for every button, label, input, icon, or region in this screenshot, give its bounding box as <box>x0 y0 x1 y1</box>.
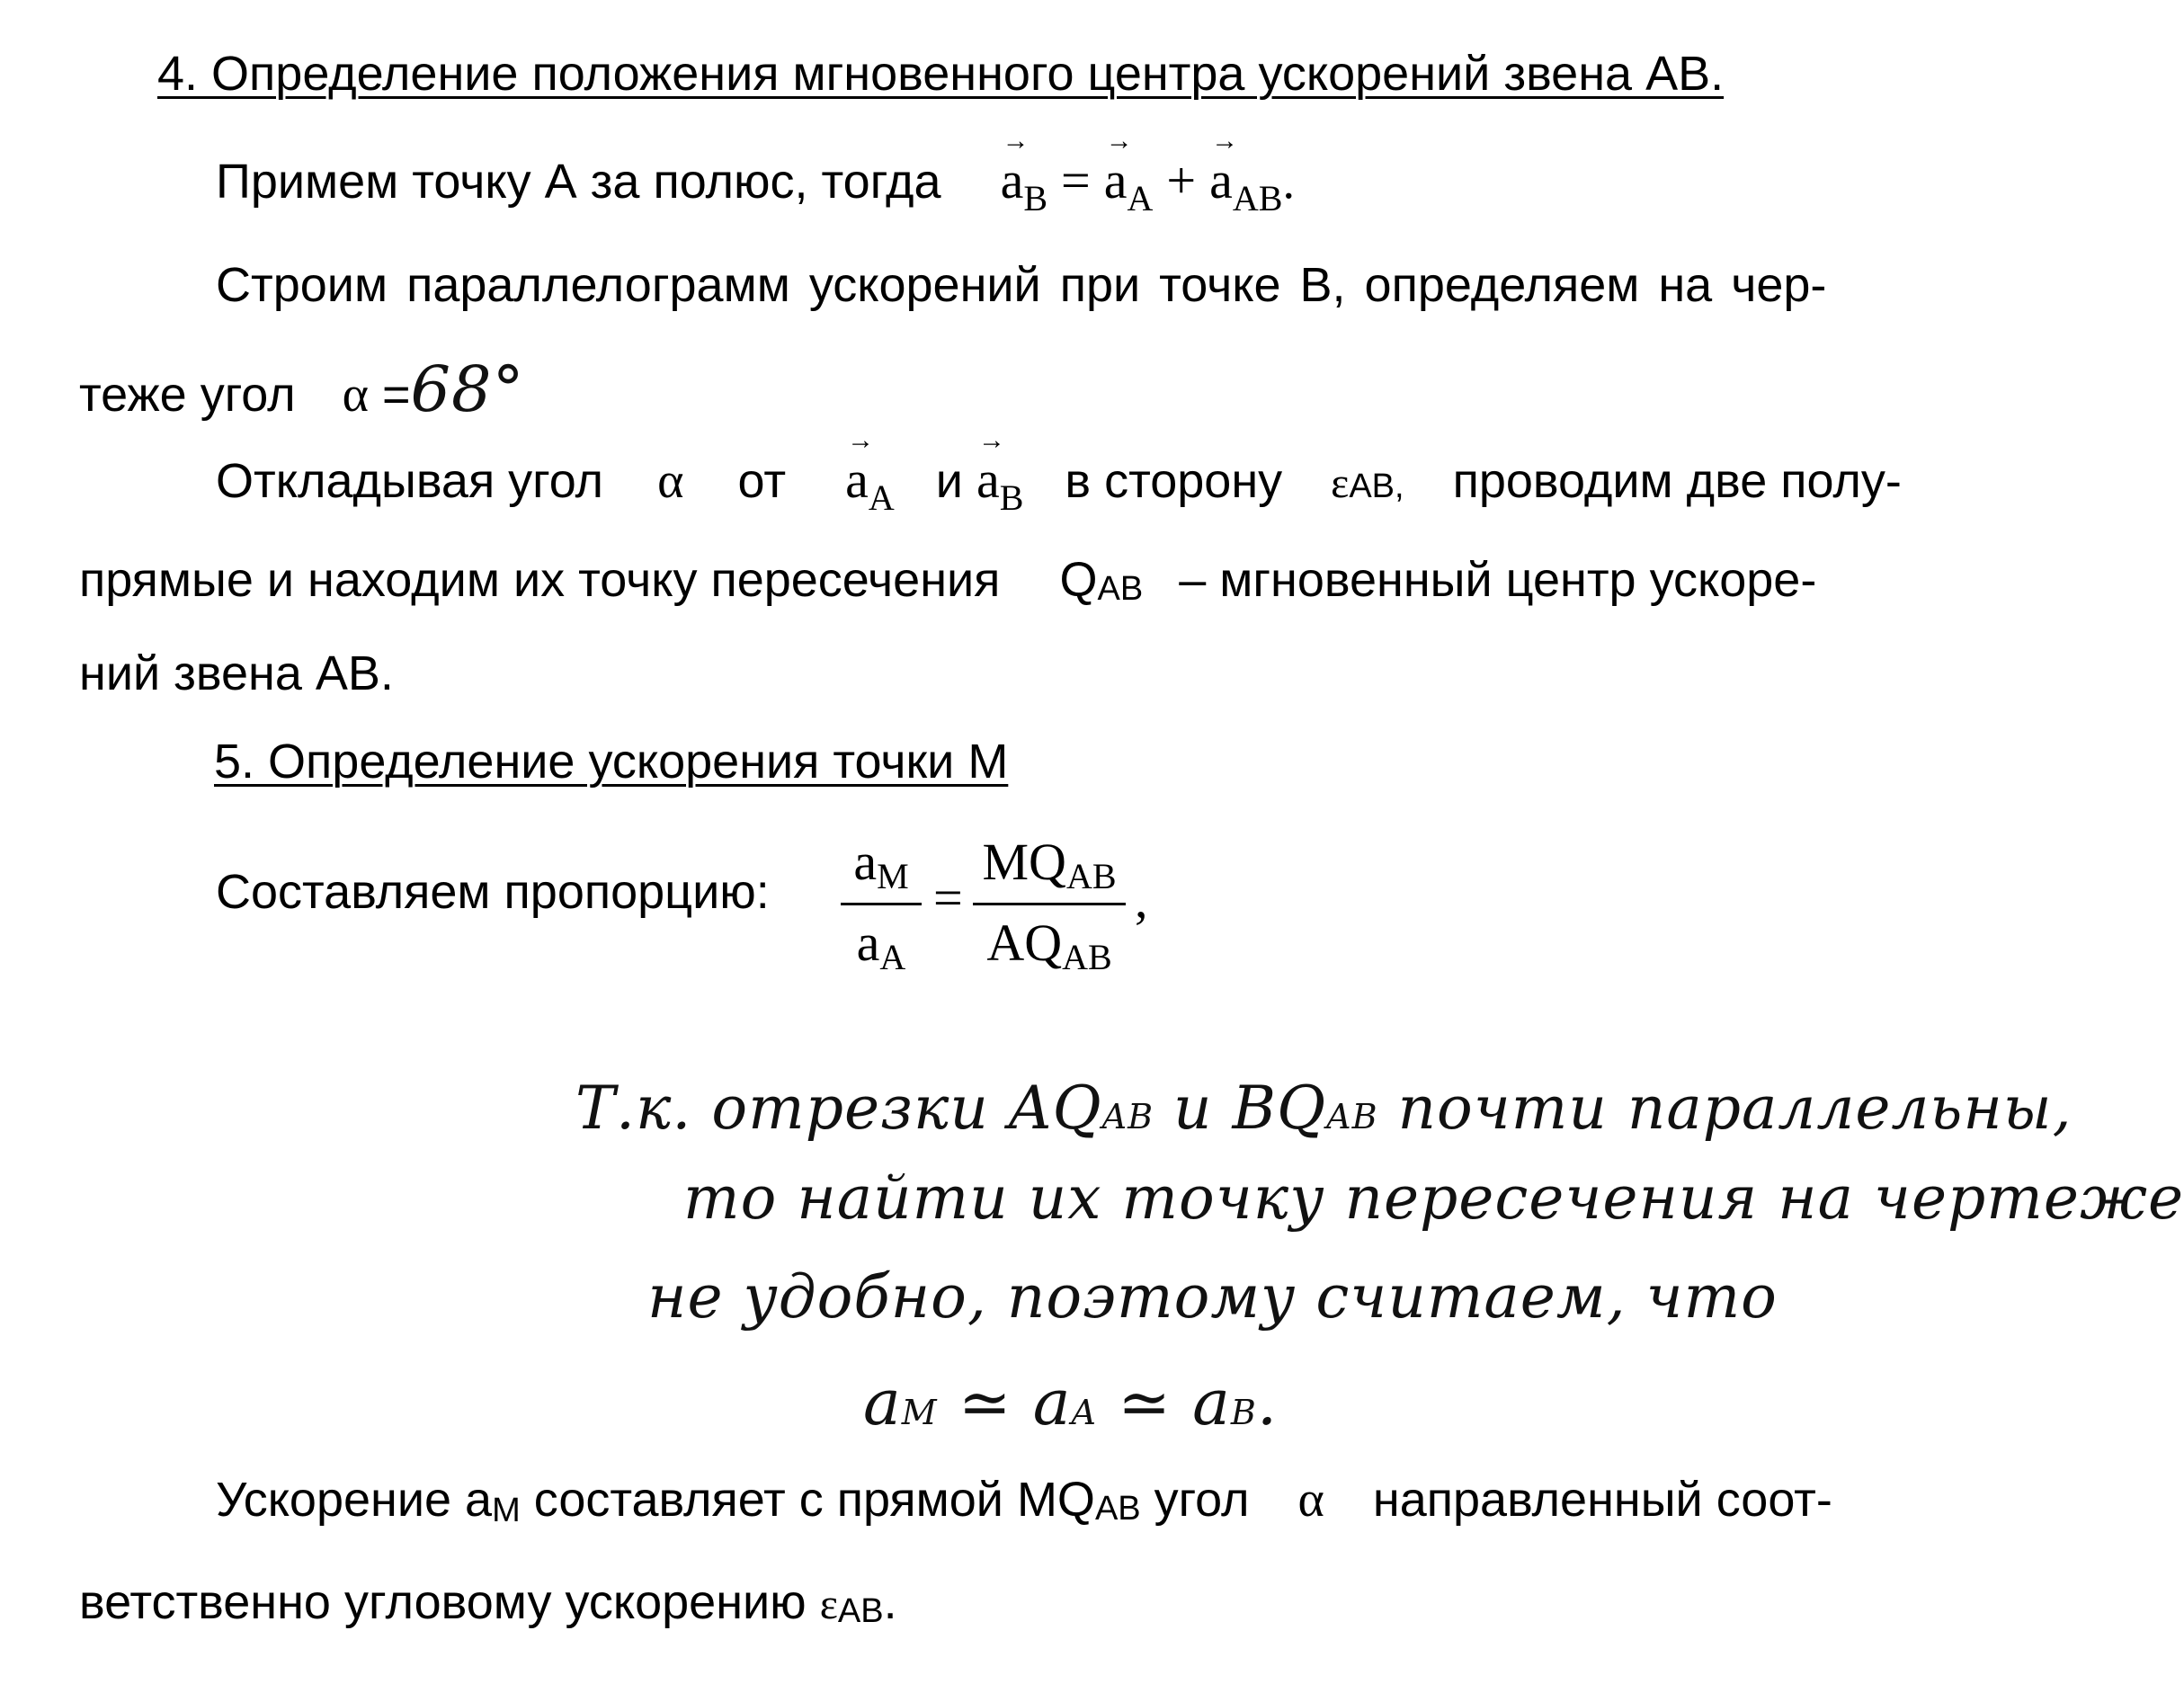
vector-a-ab <box>1209 151 1233 209</box>
subscript: M <box>492 1492 521 1529</box>
text: от <box>737 454 787 508</box>
numerator <box>973 832 1126 897</box>
vector-a-b <box>976 450 1000 509</box>
vector-symbol: a <box>976 450 1000 509</box>
section-heading-4: 4. Определение положения мгновенного центра ускорений звена АВ. <box>157 47 1725 101</box>
period: . <box>883 1575 897 1629</box>
equals-sign: = <box>1061 151 1091 209</box>
symbol: a <box>853 833 878 891</box>
subscript: M <box>901 1393 938 1432</box>
q-symbol: Q <box>1059 553 1098 607</box>
symbol: MQ <box>982 833 1066 891</box>
para3-line3: ний звена АВ. <box>79 646 394 700</box>
para2-line2 <box>79 352 525 426</box>
plus-sign: + <box>1166 151 1197 209</box>
subscript: AB <box>1094 1490 1141 1528</box>
para3-line2 <box>79 553 1817 608</box>
fraction-left <box>841 832 922 978</box>
text: ≃ a <box>937 1366 1072 1439</box>
subscript: A <box>1127 178 1154 218</box>
vector-a-a <box>845 450 869 509</box>
handwritten-line-2: то найти их точку пересечения на чертеже <box>683 1163 2184 1233</box>
text: теже угол <box>79 368 296 422</box>
text: . <box>1256 1366 1279 1439</box>
subscript: B <box>999 477 1024 518</box>
handwritten-line-3: не удобно, поэтому считаем, что <box>647 1262 1778 1332</box>
subscript: A <box>879 937 906 977</box>
text: в сторону <box>1065 454 1283 508</box>
pole-text: Примем точку А за полюс, тогда <box>216 155 941 209</box>
text: почти параллельны, <box>1377 1074 2073 1143</box>
text: прямые и находим их точку пересечения <box>79 553 1001 607</box>
text: направленный соот- <box>1372 1473 1832 1527</box>
handwritten-angle-value: 68° <box>410 352 525 426</box>
proportion-text: Составляем пропорцию: <box>216 865 770 919</box>
text: – мгновенный центр ускоре- <box>1179 553 1817 607</box>
subscript: B <box>1230 1393 1257 1432</box>
vector-symbol: a <box>1209 151 1233 209</box>
text: составляет с прямой MQ <box>520 1473 1095 1527</box>
epsilon-symbol: ε <box>1331 459 1350 507</box>
subscript: A <box>1071 1393 1097 1432</box>
text: a <box>863 1366 902 1439</box>
fraction-right <box>973 832 1126 978</box>
pole-statement <box>216 151 1295 218</box>
subscript: AB <box>1101 1097 1154 1136</box>
subscript: A <box>868 477 895 518</box>
text: Ускорение a <box>216 1473 493 1527</box>
text: угол <box>1140 1473 1250 1527</box>
equals-sign: = <box>381 368 411 422</box>
vector-a-a <box>1103 151 1128 209</box>
numerator <box>841 832 922 897</box>
alpha-symbol: α <box>342 367 369 423</box>
subscript: AB <box>1065 856 1117 896</box>
subscript: AB <box>1326 1097 1378 1136</box>
text: Т.к. отрезки AQ <box>575 1074 1102 1143</box>
text: и BQ <box>1154 1074 1327 1143</box>
handwritten-line-1 <box>575 1074 2073 1143</box>
fraction-bar <box>973 903 1126 905</box>
subscript: AB, <box>1349 468 1404 505</box>
epsilon-symbol: ε <box>819 1581 838 1628</box>
vector-a-b <box>1000 151 1024 209</box>
alpha-symbol: α <box>1297 1472 1324 1528</box>
subscript: AB <box>1097 570 1144 608</box>
fraction-bar <box>841 903 922 905</box>
equals-sign: = <box>933 869 963 927</box>
text: ≃ a <box>1097 1366 1231 1439</box>
comma: , <box>1135 870 1148 929</box>
para2-line1: Строим параллелограмм ускорений при точке В, определяем на чер- <box>216 258 1827 312</box>
subscript: M <box>877 856 909 896</box>
handwritten-line-4 <box>863 1366 1279 1439</box>
text: ветственно угловому ускорению <box>79 1575 807 1629</box>
period: . <box>1282 155 1295 209</box>
subscript: AB <box>837 1592 884 1630</box>
denominator <box>973 913 1126 978</box>
vector-symbol: a <box>1103 151 1128 209</box>
subscript: AB <box>1232 178 1283 218</box>
alpha-symbol: α <box>657 453 684 509</box>
text: проводим две полу- <box>1452 454 1902 508</box>
text: Откладывая угол <box>216 454 604 508</box>
vector-symbol: a <box>1000 151 1024 209</box>
para3-line1 <box>216 450 1902 518</box>
symbol: AQ <box>986 913 1063 972</box>
final-para-line2 <box>79 1575 897 1630</box>
section-heading-5: 5. Определение ускорения точки М <box>214 735 1009 789</box>
denominator <box>841 913 922 978</box>
subscript: B <box>1023 178 1047 218</box>
symbol: a <box>856 913 880 972</box>
text: и <box>935 454 963 508</box>
vector-symbol: a <box>845 450 869 509</box>
final-para-line1 <box>216 1472 1832 1529</box>
subscript: AB <box>1062 937 1112 977</box>
